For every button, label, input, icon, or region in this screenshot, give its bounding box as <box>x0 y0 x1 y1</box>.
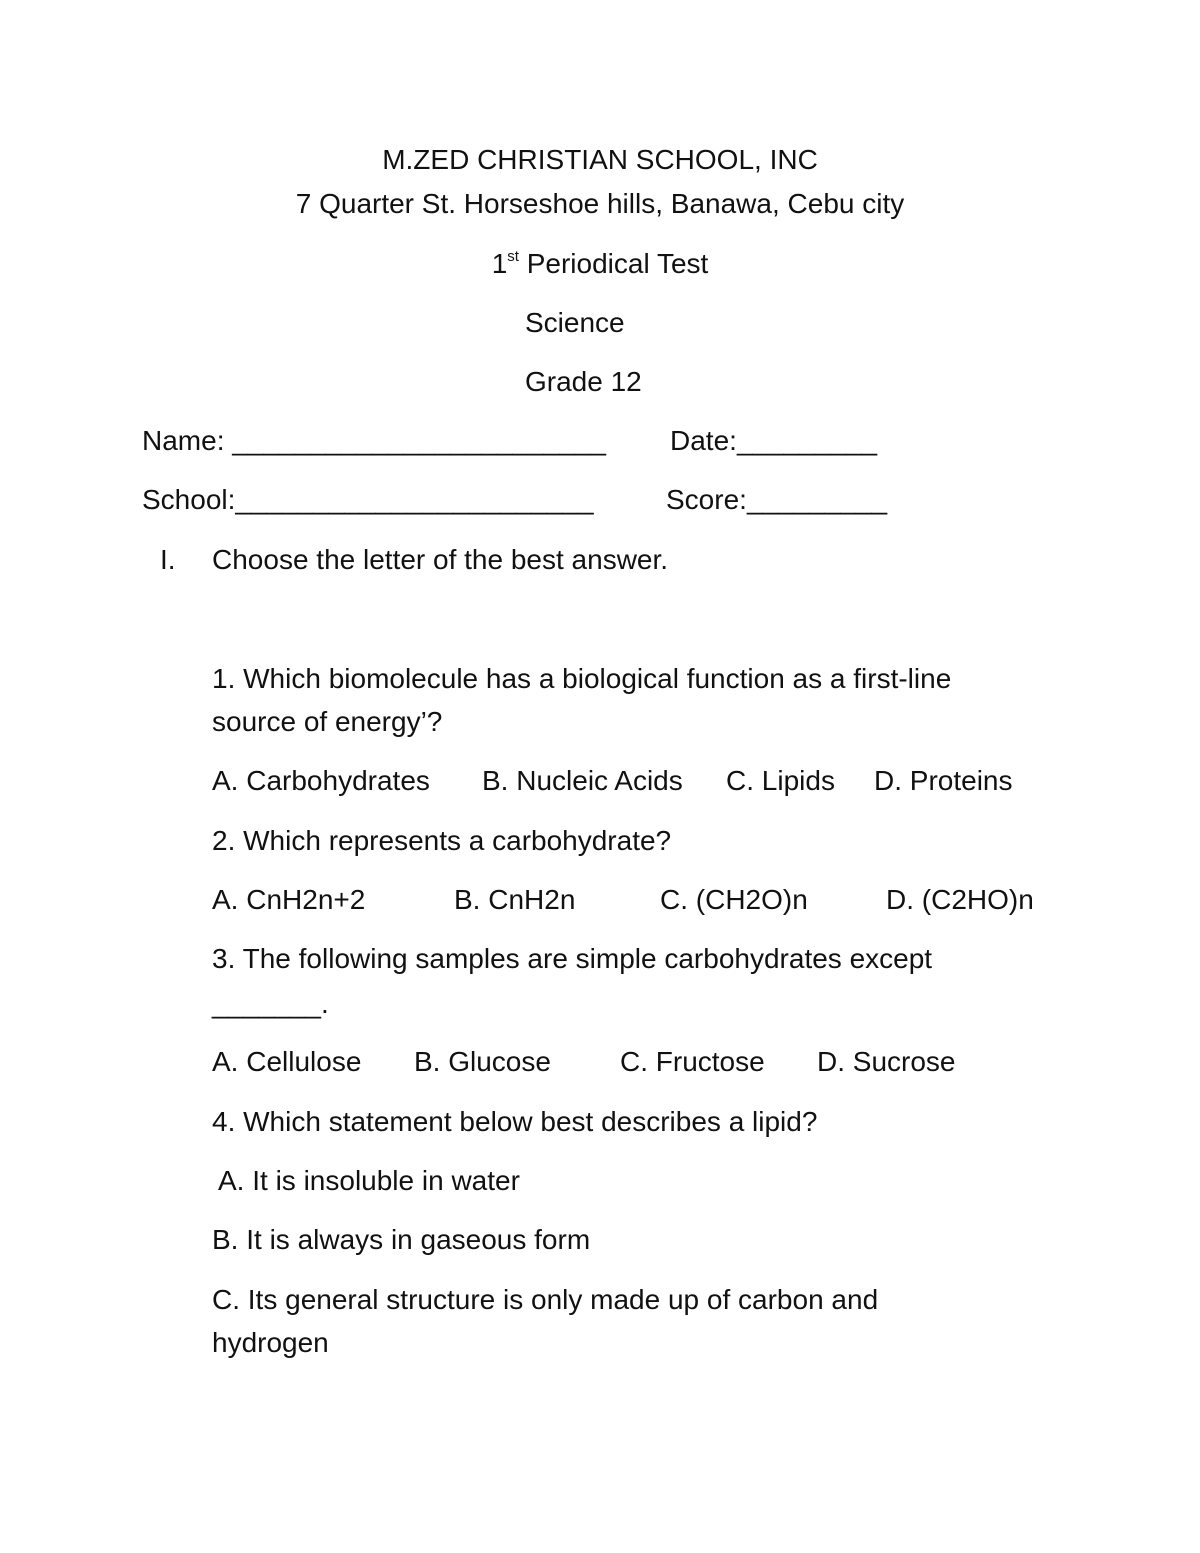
question-4-text: 4. Which statement below best describes a lipid? <box>212 1106 818 1137</box>
school-field[interactable] <box>142 486 594 514</box>
test-title-text: Periodical Test <box>526 248 709 279</box>
question-4-choice-c[interactable]: C. Its general structure is only made up of carbon and <box>212 1284 879 1315</box>
name-label: Name: <box>142 425 225 456</box>
name-field[interactable] <box>142 427 606 455</box>
section-numeral: I. <box>160 544 176 575</box>
question-1-choice-a[interactable]: A. Carbohydrates <box>212 765 430 796</box>
name-blank[interactable]: ________________________ <box>232 425 606 456</box>
score-blank[interactable]: _________ <box>746 484 888 515</box>
school-address: 7 Quarter St. Horseshoe hills, Banawa, Cebu city <box>295 188 905 219</box>
question-1-choice-c[interactable]: C. Lipids <box>726 765 835 796</box>
date-label: Date: <box>670 425 737 456</box>
section-instruction: Choose the letter of the best answer. <box>212 544 669 575</box>
school-name: M.ZED CHRISTIAN SCHOOL, INC <box>382 144 818 175</box>
school-blank[interactable]: _______________________ <box>235 484 594 515</box>
question-2-choice-b[interactable]: B. CnH2n <box>454 884 576 915</box>
school-label: School: <box>142 484 236 515</box>
question-3-choice-b[interactable]: B. Glucose <box>414 1046 551 1077</box>
date-field[interactable] <box>670 427 877 455</box>
test-number-suffix: st <box>507 248 519 265</box>
question-3-choice-d[interactable]: D. Sucrose <box>817 1046 956 1077</box>
question-3-choice-a[interactable]: A. Cellulose <box>212 1046 362 1077</box>
score-field[interactable] <box>666 486 887 514</box>
question-4-choice-a[interactable]: A. It is insoluble in water <box>218 1165 520 1196</box>
question-1-choice-b[interactable]: B. Nucleic Acids <box>482 765 683 796</box>
grade: Grade 12 <box>525 366 642 397</box>
question-3-choice-c[interactable]: C. Fructose <box>620 1046 765 1077</box>
question-2-text: 2. Which represents a carbohydrate? <box>212 825 672 856</box>
score-label: Score: <box>666 484 747 515</box>
question-1-text-cont: source of energy’? <box>212 706 443 737</box>
question-1-choice-d[interactable]: D. Proteins <box>874 765 1013 796</box>
question-2-choice-d[interactable]: D. (C2HO)n <box>886 884 1034 915</box>
question-1-text: 1. Which biomolecule has a biological function as a first-line <box>212 663 952 694</box>
question-3-blank: _______. <box>212 988 329 1019</box>
date-blank[interactable]: _________ <box>736 425 878 456</box>
question-3-text: 3. The following samples are simple carbohydrates except <box>212 943 933 974</box>
test-title <box>0 250 1200 278</box>
subject: Science <box>525 307 625 338</box>
question-2-choice-c[interactable]: C. (CH2O)n <box>660 884 808 915</box>
test-number: 1 <box>491 248 508 279</box>
question-4-choice-c-cont: hydrogen <box>212 1327 329 1358</box>
question-4-choice-b[interactable]: B. It is always in gaseous form <box>212 1224 591 1255</box>
question-2-choice-a[interactable]: A. CnH2n+2 <box>212 884 366 915</box>
